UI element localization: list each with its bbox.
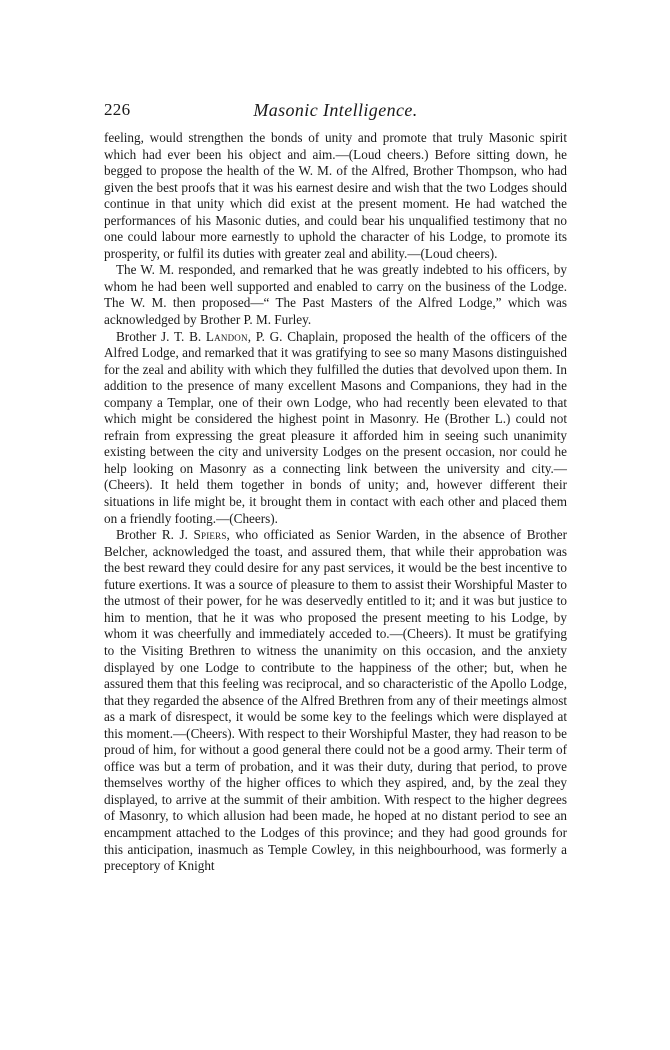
article-body [104, 130, 567, 875]
paragraph-text: feeling, would strengthen the bonds of unity and promote that truly Masonic spirit which had ever been his object and aim.—(Loud cheers.) Before sitting down, he begged to propose the health of the W. M. of the Alfred, Brother Thompson, who had given the best proofs that it was his earnest desire and wish that the two Lodges should continue in that unity which did exist at the present moment. He had watched the performances of his Masonic duties, and could bear his unqualified testimony that no one could labour more earnestly to uphold the character of his Lodge, to promote its prosperity, or fulfil its duties with greater zeal and ability.—(Loud cheers). [104, 130, 567, 261]
paragraph-text: , P. G. Chaplain, proposed the health of the officers of the Alfred Lodge, and remarked that it was gratifying to see so many Masons distinguished for the zeal and ability with which they fulfilled the duties that devolved upon them. In addition to the presence of many excellent Masons and Companions, they had in the company a Templar, one of their own Lodge, who had recently been elevated to that which might be considered the highest point in Masonry. He (Brother L.) could not refrain from expressing the great pleasure it afforded him in seeing such unanimity existing between the city and university Lodges on the present occasion, nor could he help looking on Masonry as a connecting link between the university and city.—(Cheers). It held them together in bonds of unity; and, however different their situations in life might be, it brought them in contact with each other and placed them on a friendly footing.—(Cheers). [104, 328, 567, 526]
paragraph-continuation [104, 130, 567, 262]
paragraph-lead: Brother R. J. [116, 527, 194, 543]
paragraph-text: , who officiated as Senior Warden, in the absence of Brother Belcher, acknowledged the toast, and assured them, that while their approbation was the best reward they could desire for any past services, it would be the best incentive to future exertions. It was a source of pleasure to them to assist their Worshipful Master to the utmost of their power, for he was deservedly entitled to it; and it was but justice to him to mention, that he it was who proposed the present meeting to his Lodge, by whom it was cheerfully and immediately acceded to.—(Cheers). It must be gratifying to the Visiting Brethren to witness the unanimity on this occasion, and the anxiety displayed by one Lodge to contribute to the happiness of the other; but, when he assured them that this feeling was reciprocal, and so characteristic of the Apollo Lodge, that they regarded the absence of the Alfred Brethren from any of their meetings almost as a mark of disrespect, it would be some key to the feelings which were displayed at this moment.—(Cheers). With respect to their Worshipful Master, they had reason to be proud of him, for without a good general there could not be a good army. Their term of office was but a term of probation, and it was their duty, during that period, to prove themselves worthy of the higher offices to which they aspired, and, by the zeal they displayed, to arrive at the summit of their ambition. With respect to the higher degrees of Masonry, to which allusion had been made, he hoped at no distant period to see an encampment attached to the Lodges of this province; and they had good grounds for this anticipation, inasmuch as Temple Cowley, in this neighbourhood, was formerly a preceptory of Knight [104, 527, 567, 874]
paragraph-lead: Brother J. T. B. [116, 328, 206, 344]
paragraph-wm-response [104, 262, 567, 328]
speaker-name: Spiers [193, 527, 227, 543]
page-header [104, 100, 567, 130]
paragraph-spiers [104, 527, 567, 874]
speaker-name: Landon [205, 328, 248, 344]
running-title: Masonic Intelligence. [253, 100, 418, 120]
paragraph-text: The W. M. responded, and remarked that he was greatly indebted to his officers, by whom he had been well supported and enabled to carry on the business of the Lodge. The W. M. then proposed—“ The Past Masters of the Alfred Lodge,” which was acknowledged by Brother P. M. Furley. [104, 262, 567, 328]
book-page [104, 100, 567, 875]
page-number: 226 [104, 100, 131, 119]
paragraph-landon [104, 329, 567, 528]
